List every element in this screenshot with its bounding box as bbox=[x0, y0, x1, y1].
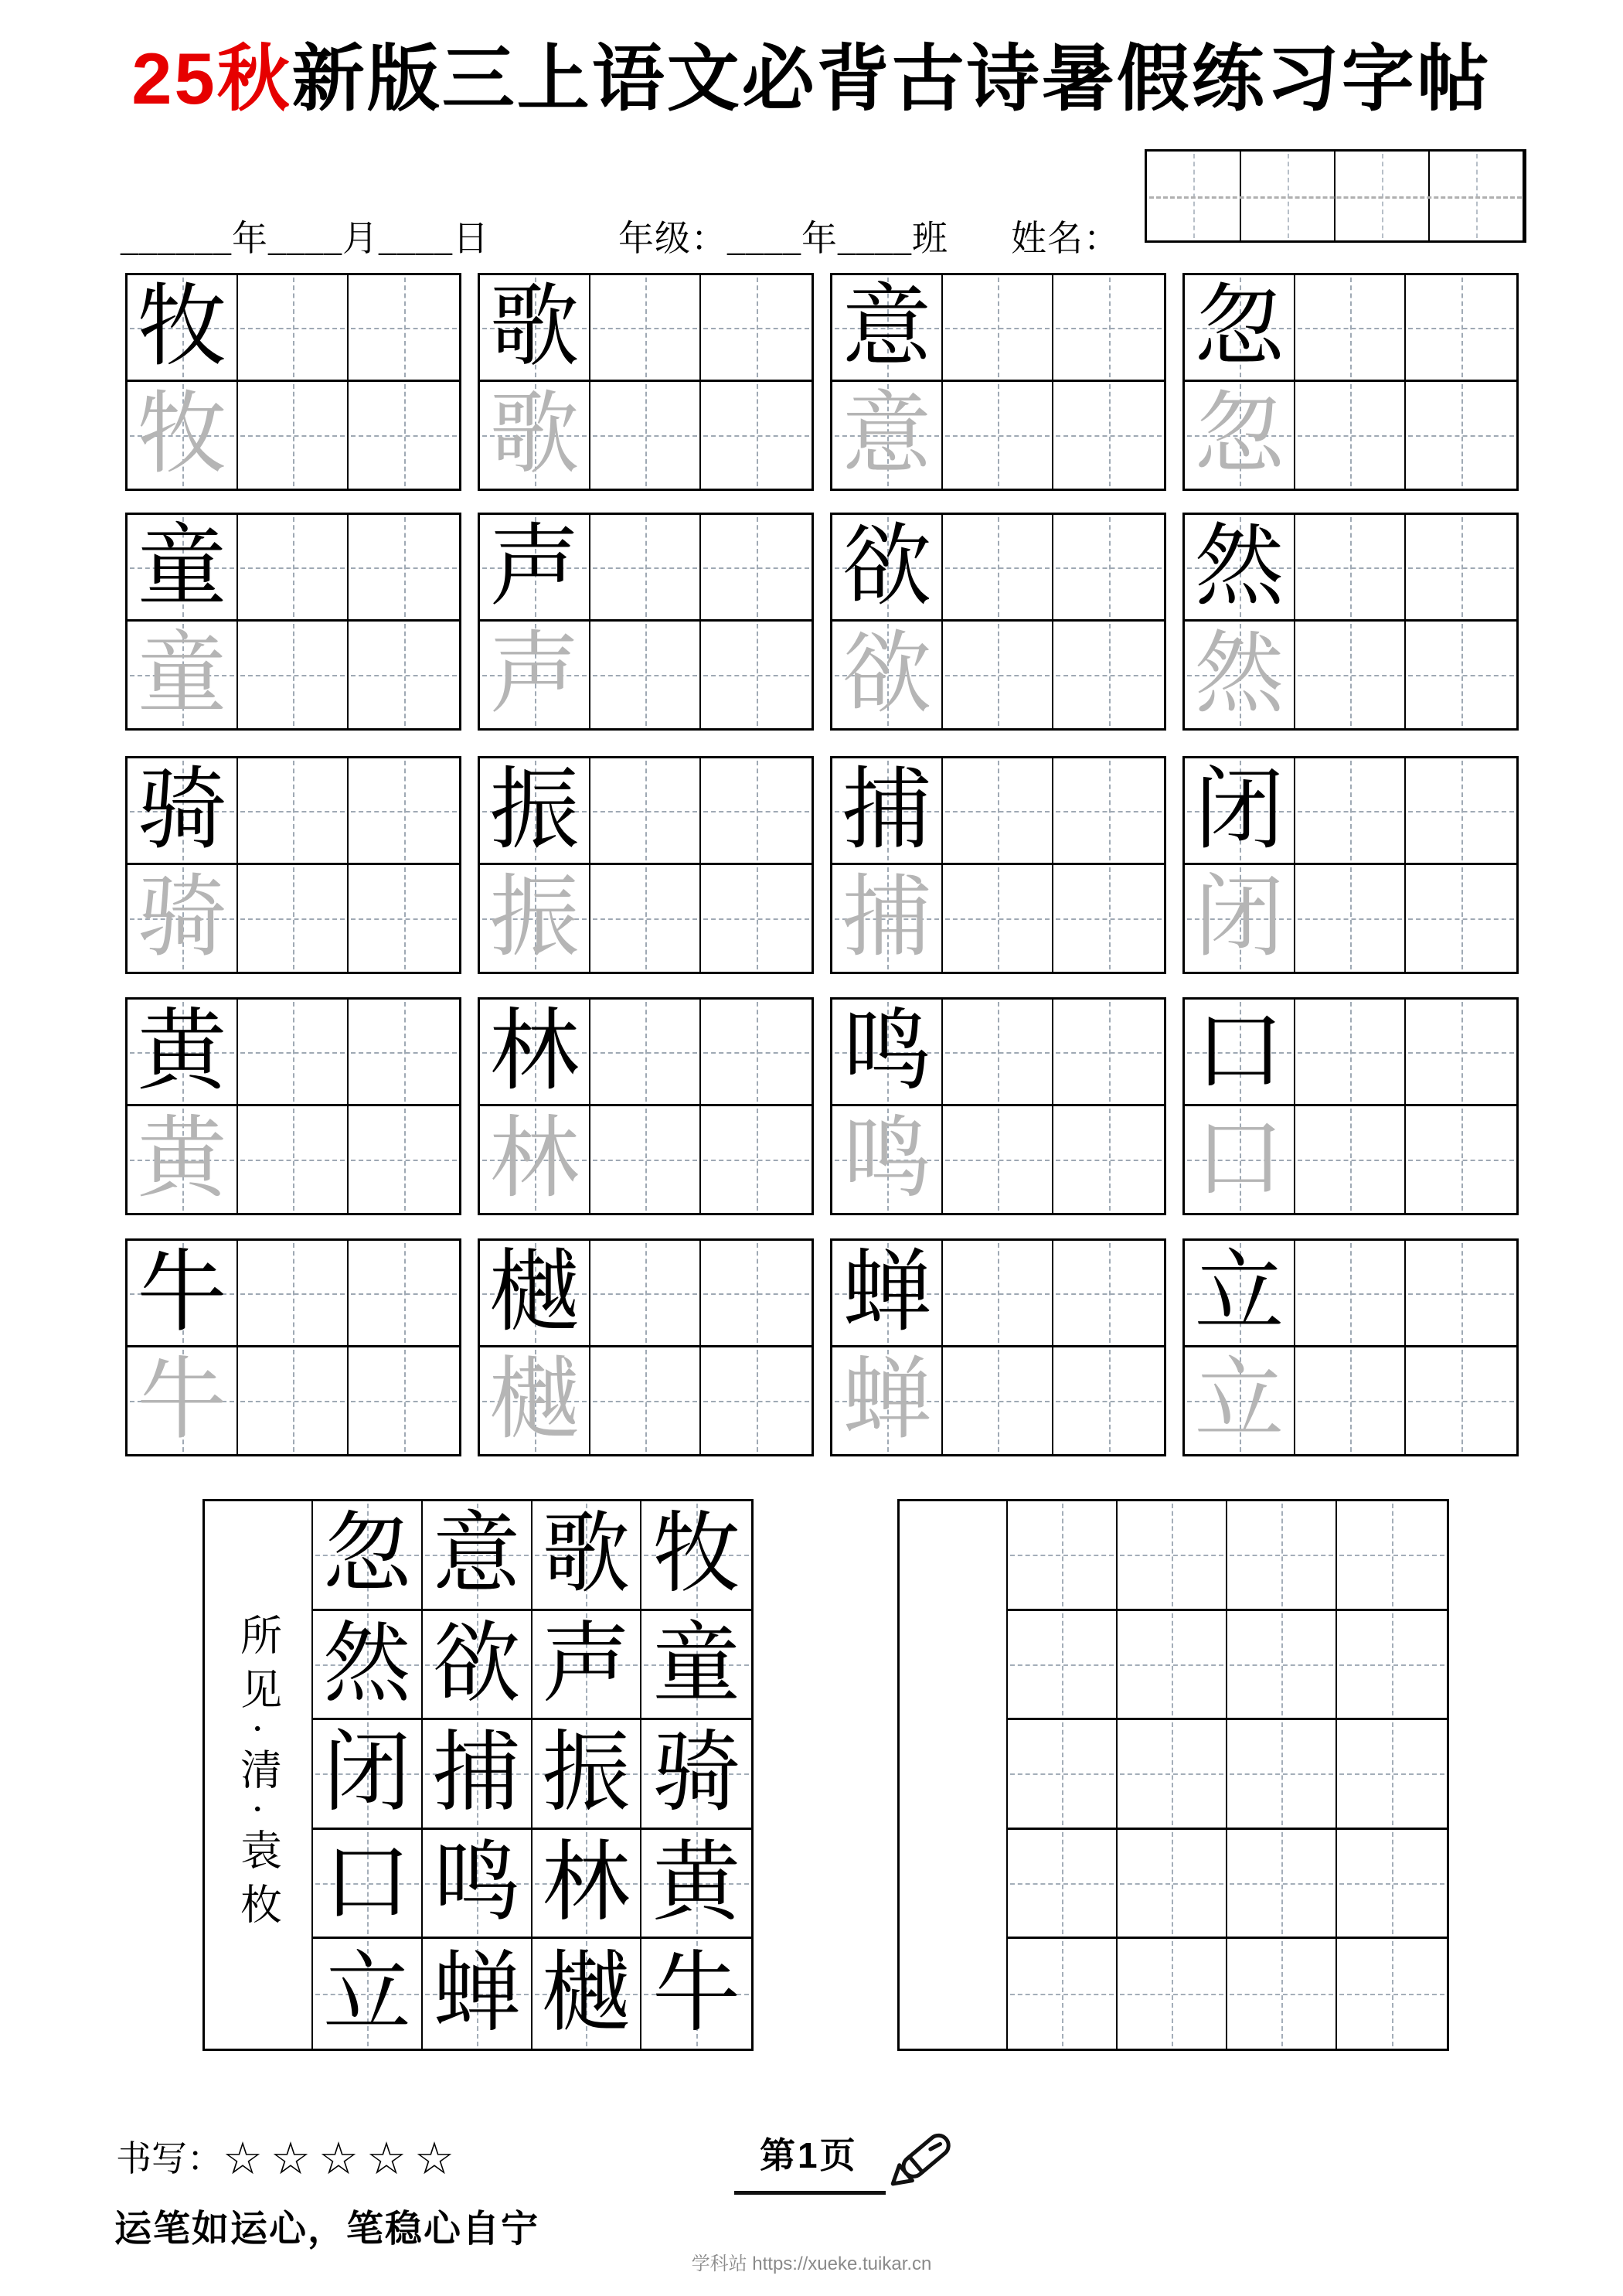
tianzige-cell bbox=[943, 1347, 1053, 1454]
tianzige-cell bbox=[128, 1241, 238, 1347]
practice-char: 振 bbox=[489, 761, 580, 860]
copy-cell bbox=[1008, 1939, 1118, 2049]
tianzige-cell bbox=[701, 275, 812, 382]
poem-char: 樾 bbox=[542, 1944, 631, 2043]
tianzige-cell bbox=[128, 1000, 238, 1106]
tianzige-cell bbox=[1295, 382, 1406, 489]
poem-grid bbox=[202, 1499, 754, 2051]
practice-char: 忽 bbox=[1194, 278, 1284, 377]
tianzige-cell bbox=[1053, 275, 1164, 382]
tianzige-cell bbox=[128, 1106, 238, 1213]
practice-group bbox=[125, 756, 461, 974]
tianzige-cell bbox=[1406, 1241, 1516, 1347]
copy-cell bbox=[1227, 1939, 1337, 2049]
date-line: ______年____月____日 bbox=[121, 219, 489, 258]
tianzige-cell bbox=[701, 382, 812, 489]
tianzige-cell bbox=[943, 1000, 1053, 1106]
poem-cell bbox=[532, 1501, 642, 1611]
poem-char: 振 bbox=[542, 1724, 631, 1823]
tianzige-cell bbox=[590, 1106, 701, 1213]
tianzige-cell bbox=[590, 275, 701, 382]
tianzige-cell bbox=[128, 382, 238, 489]
tianzige-cell bbox=[1053, 758, 1164, 865]
tianzige-cell bbox=[832, 865, 943, 972]
poem-char: 然 bbox=[322, 1614, 411, 1713]
copy-cell bbox=[1337, 1611, 1447, 1721]
tianzige-cell bbox=[1295, 1347, 1406, 1454]
tianzige-cell bbox=[1406, 515, 1516, 622]
copy-cell bbox=[1337, 1720, 1447, 1830]
copy-cell bbox=[1337, 1939, 1447, 2049]
practice-char: 牧 bbox=[137, 278, 227, 377]
practice-group bbox=[478, 273, 814, 491]
tianzige-cell bbox=[1295, 622, 1406, 728]
practice-char: 鸣 bbox=[842, 1002, 932, 1102]
practice-group bbox=[478, 756, 814, 974]
tianzige-cell bbox=[1185, 382, 1295, 489]
tianzige-cell bbox=[480, 865, 590, 972]
tianzige-cell bbox=[238, 1241, 349, 1347]
poem-cell bbox=[313, 1939, 423, 2049]
tianzige-cell bbox=[238, 1106, 349, 1213]
tianzige-cell bbox=[943, 275, 1053, 382]
poem-cell bbox=[313, 1611, 423, 1721]
tianzige-cell bbox=[480, 1106, 590, 1213]
poem-cell bbox=[641, 1720, 751, 1830]
copy-cell bbox=[1118, 1830, 1227, 1940]
practice-group bbox=[830, 273, 1166, 491]
tianzige-cell bbox=[590, 382, 701, 489]
tianzige-cell bbox=[128, 758, 238, 865]
tianzige-cell bbox=[1295, 275, 1406, 382]
poem-char: 意 bbox=[432, 1505, 521, 1604]
poem-cell bbox=[423, 1611, 532, 1721]
practice-group bbox=[830, 756, 1166, 974]
tianzige-cell bbox=[238, 1000, 349, 1106]
tianzige-cell bbox=[701, 1000, 812, 1106]
tianzige-cell bbox=[1406, 1106, 1516, 1213]
tianzige-cell bbox=[701, 622, 812, 728]
site-footer: 学科站 https://xueke.tuikar.cn bbox=[691, 2253, 932, 2274]
practice-char: 口 bbox=[1194, 1002, 1284, 1102]
name-grid bbox=[1145, 149, 1526, 243]
tianzige-cell bbox=[832, 275, 943, 382]
practice-char-trace: 然 bbox=[1194, 625, 1284, 724]
tianzige-cell bbox=[1406, 622, 1516, 728]
copy-cell bbox=[1337, 1830, 1447, 1940]
poem-char: 牛 bbox=[652, 1944, 741, 2043]
page-title bbox=[0, 20, 1623, 124]
tianzige-cell bbox=[1053, 622, 1164, 728]
tianzige-cell bbox=[590, 1347, 701, 1454]
poem-cell bbox=[532, 1611, 642, 1721]
practice-char-trace: 童 bbox=[137, 625, 227, 724]
practice-char: 林 bbox=[489, 1002, 580, 1102]
copy-cell bbox=[1227, 1830, 1337, 1940]
practice-char-trace: 鸣 bbox=[842, 1110, 932, 1209]
tianzige-cell bbox=[1185, 1106, 1295, 1213]
tianzige-cell bbox=[943, 1106, 1053, 1213]
tianzige-cell bbox=[1185, 865, 1295, 972]
tianzige-cell bbox=[701, 1347, 812, 1454]
practice-char: 立 bbox=[1194, 1243, 1284, 1343]
tianzige-cell bbox=[701, 515, 812, 622]
empty-copy-grid bbox=[897, 1499, 1449, 2051]
tianzige-cell bbox=[701, 758, 812, 865]
poem-char: 林 bbox=[542, 1834, 631, 1933]
practice-char-trace: 口 bbox=[1194, 1110, 1284, 1209]
practice-char-trace: 黄 bbox=[137, 1110, 227, 1209]
practice-group bbox=[125, 513, 461, 731]
tianzige-cell bbox=[590, 622, 701, 728]
tianzige-cell bbox=[943, 865, 1053, 972]
page-number: 第1页 bbox=[760, 2135, 858, 2175]
copy-cell bbox=[1118, 1720, 1227, 1830]
tianzige-cell bbox=[1406, 275, 1516, 382]
tianzige-cell bbox=[349, 1347, 459, 1454]
tianzige-cell bbox=[1295, 865, 1406, 972]
tianzige-cell bbox=[349, 515, 459, 622]
tianzige-cell bbox=[1406, 865, 1516, 972]
practice-char-trace: 忽 bbox=[1194, 386, 1284, 485]
poem-char: 黄 bbox=[652, 1834, 741, 1933]
tianzige-cell bbox=[1053, 865, 1164, 972]
practice-char-trace: 声 bbox=[489, 625, 580, 724]
poem-char: 声 bbox=[542, 1614, 631, 1713]
practice-char-trace: 捕 bbox=[842, 869, 932, 968]
tianzige-cell bbox=[349, 1241, 459, 1347]
tianzige-cell bbox=[1185, 1347, 1295, 1454]
practice-char-trace: 立 bbox=[1194, 1351, 1284, 1450]
rating-stars: ☆☆☆☆☆ bbox=[223, 2134, 462, 2184]
practice-char: 黄 bbox=[137, 1002, 227, 1102]
tianzige-cell bbox=[832, 758, 943, 865]
practice-group bbox=[830, 997, 1166, 1215]
practice-char: 童 bbox=[137, 517, 227, 617]
tianzige-cell bbox=[349, 1000, 459, 1106]
poem-cell bbox=[313, 1830, 423, 1940]
name-grid-midline bbox=[1149, 196, 1522, 199]
tianzige-cell bbox=[238, 515, 349, 622]
practice-group bbox=[1182, 1238, 1519, 1456]
practice-char-trace: 欲 bbox=[842, 625, 932, 724]
copy-cell bbox=[1118, 1939, 1227, 2049]
tianzige-cell bbox=[1053, 1000, 1164, 1106]
practice-char-trace: 林 bbox=[489, 1110, 580, 1209]
tianzige-cell bbox=[480, 382, 590, 489]
poem-cell bbox=[641, 1939, 751, 2049]
tianzige-cell bbox=[480, 622, 590, 728]
tianzige-cell bbox=[1406, 1000, 1516, 1106]
tianzige-cell bbox=[832, 515, 943, 622]
tianzige-cell bbox=[1406, 758, 1516, 865]
tianzige-cell bbox=[832, 622, 943, 728]
copy-cell bbox=[1008, 1720, 1118, 1830]
copy-cell bbox=[1227, 1501, 1337, 1611]
practice-char: 歌 bbox=[489, 278, 580, 377]
poem-char: 牧 bbox=[652, 1505, 741, 1604]
name-label: 姓名： bbox=[1011, 219, 1120, 258]
practice-char-trace: 蝉 bbox=[842, 1351, 932, 1450]
practice-group bbox=[125, 273, 461, 491]
practice-char: 闭 bbox=[1194, 761, 1284, 860]
practice-group bbox=[478, 513, 814, 731]
copy-cell bbox=[1227, 1611, 1337, 1721]
poem-cell bbox=[423, 1501, 532, 1611]
poem-char: 蝉 bbox=[432, 1944, 521, 2043]
tianzige-cell bbox=[590, 865, 701, 972]
tianzige-cell bbox=[943, 515, 1053, 622]
poem-char: 忽 bbox=[322, 1505, 411, 1604]
practice-group bbox=[1182, 756, 1519, 974]
poem-cell bbox=[641, 1611, 751, 1721]
practice-char-trace: 意 bbox=[842, 386, 932, 485]
tianzige-cell bbox=[1185, 1000, 1295, 1106]
copy-cell bbox=[1008, 1501, 1118, 1611]
poem-cell bbox=[423, 1939, 532, 2049]
practice-group bbox=[1182, 513, 1519, 731]
tianzige-cell bbox=[128, 1347, 238, 1454]
practice-char: 蝉 bbox=[842, 1243, 932, 1343]
practice-group bbox=[830, 1238, 1166, 1456]
tianzige-cell bbox=[1053, 515, 1164, 622]
tianzige-cell bbox=[832, 1000, 943, 1106]
tianzige-cell bbox=[590, 1241, 701, 1347]
poem-title-column bbox=[205, 1501, 313, 2049]
pencil-icon bbox=[878, 2120, 965, 2200]
practice-group bbox=[1182, 997, 1519, 1215]
practice-group bbox=[125, 997, 461, 1215]
poem-char: 捕 bbox=[432, 1724, 521, 1823]
tianzige-cell bbox=[238, 1347, 349, 1454]
tianzige-cell bbox=[1295, 1000, 1406, 1106]
copy-cell bbox=[1008, 1611, 1118, 1721]
tianzige-cell bbox=[480, 515, 590, 622]
tianzige-cell bbox=[701, 865, 812, 972]
practice-char-trace: 樾 bbox=[489, 1351, 580, 1450]
tianzige-cell bbox=[238, 275, 349, 382]
tianzige-cell bbox=[832, 1241, 943, 1347]
tianzige-cell bbox=[590, 758, 701, 865]
rating-row bbox=[116, 2131, 462, 2185]
tianzige-cell bbox=[128, 515, 238, 622]
poem-cell bbox=[641, 1501, 751, 1611]
tianzige-cell bbox=[128, 275, 238, 382]
practice-char-trace: 牧 bbox=[137, 386, 227, 485]
tianzige-cell bbox=[1406, 382, 1516, 489]
practice-char: 意 bbox=[842, 278, 932, 377]
poem-cell bbox=[423, 1830, 532, 1940]
copy-cell bbox=[1118, 1611, 1227, 1721]
tianzige-cell bbox=[238, 865, 349, 972]
poem-char: 闭 bbox=[322, 1724, 411, 1823]
practice-group bbox=[478, 1238, 814, 1456]
poem-cell bbox=[532, 1720, 642, 1830]
tianzige-cell bbox=[590, 1000, 701, 1106]
poem-cell bbox=[313, 1720, 423, 1830]
motto-text: 运笔如运心，笔稳心自宁 bbox=[114, 2209, 540, 2250]
practice-group bbox=[125, 1238, 461, 1456]
tianzige-cell bbox=[238, 622, 349, 728]
grade-line: 年级：____年____班 bbox=[618, 219, 948, 258]
practice-char-trace: 骑 bbox=[137, 869, 227, 968]
copy-cell bbox=[1008, 1830, 1118, 1940]
poem-cell bbox=[423, 1720, 532, 1830]
tianzige-cell bbox=[590, 515, 701, 622]
tianzige-cell bbox=[1185, 758, 1295, 865]
title-text: 新版三上语文必背古诗暑假练习字帖 bbox=[291, 38, 1492, 119]
tianzige-cell bbox=[238, 758, 349, 865]
tianzige-cell bbox=[480, 275, 590, 382]
tianzige-cell bbox=[238, 382, 349, 489]
tianzige-cell bbox=[1185, 515, 1295, 622]
tianzige-cell bbox=[832, 1106, 943, 1213]
tianzige-cell bbox=[701, 1106, 812, 1213]
tianzige-cell bbox=[128, 865, 238, 972]
practice-group bbox=[1182, 273, 1519, 491]
tianzige-cell bbox=[701, 1241, 812, 1347]
empty-copy-label-column bbox=[900, 1501, 1008, 2049]
tianzige-cell bbox=[1185, 275, 1295, 382]
tianzige-cell bbox=[1053, 382, 1164, 489]
tianzige-cell bbox=[1295, 515, 1406, 622]
title-highlight: 25秋 bbox=[131, 38, 292, 119]
tianzige-cell bbox=[349, 622, 459, 728]
practice-char: 捕 bbox=[842, 761, 932, 860]
copy-cell bbox=[1337, 1501, 1447, 1611]
tianzige-cell bbox=[1406, 1347, 1516, 1454]
tianzige-cell bbox=[1053, 1106, 1164, 1213]
practice-char: 牛 bbox=[137, 1243, 227, 1343]
tianzige-cell bbox=[349, 758, 459, 865]
page-underline bbox=[734, 2191, 886, 2195]
poem-cell bbox=[641, 1830, 751, 1940]
practice-char-trace: 牛 bbox=[137, 1351, 227, 1450]
poem-cell bbox=[313, 1501, 423, 1611]
practice-char: 欲 bbox=[842, 517, 932, 617]
tianzige-cell bbox=[1053, 1347, 1164, 1454]
tianzige-cell bbox=[349, 865, 459, 972]
tianzige-cell bbox=[349, 1106, 459, 1213]
poem-char: 立 bbox=[322, 1944, 411, 2043]
tianzige-cell bbox=[349, 382, 459, 489]
copy-cell bbox=[1227, 1720, 1337, 1830]
poem-title: 所见·清·袁枚 bbox=[234, 1613, 281, 1937]
poem-char: 童 bbox=[652, 1614, 741, 1713]
tianzige-cell bbox=[943, 1241, 1053, 1347]
poem-char: 鸣 bbox=[432, 1834, 521, 1933]
practice-char-trace: 歌 bbox=[489, 386, 580, 485]
tianzige-cell bbox=[1295, 1241, 1406, 1347]
copy-cell bbox=[1118, 1501, 1227, 1611]
tianzige-cell bbox=[1053, 1241, 1164, 1347]
tianzige-cell bbox=[943, 622, 1053, 728]
tianzige-cell bbox=[1295, 1106, 1406, 1213]
tianzige-cell bbox=[943, 382, 1053, 489]
practice-char-trace: 闭 bbox=[1194, 869, 1284, 968]
rating-label: 书写： bbox=[116, 2138, 223, 2178]
tianzige-cell bbox=[480, 758, 590, 865]
tianzige-cell bbox=[943, 758, 1053, 865]
tianzige-cell bbox=[480, 1347, 590, 1454]
tianzige-cell bbox=[349, 275, 459, 382]
tianzige-cell bbox=[1185, 622, 1295, 728]
practice-group bbox=[830, 513, 1166, 731]
poem-cell bbox=[532, 1830, 642, 1940]
poem-char: 口 bbox=[322, 1834, 411, 1933]
poem-char: 欲 bbox=[432, 1614, 521, 1713]
tianzige-cell bbox=[832, 382, 943, 489]
practice-char: 声 bbox=[489, 517, 580, 617]
practice-char-trace: 振 bbox=[489, 869, 580, 968]
tianzige-cell bbox=[1185, 1241, 1295, 1347]
poem-cell bbox=[532, 1939, 642, 2049]
practice-char: 然 bbox=[1194, 517, 1284, 617]
poem-char: 歌 bbox=[542, 1505, 631, 1604]
tianzige-cell bbox=[480, 1241, 590, 1347]
practice-group bbox=[478, 997, 814, 1215]
tianzige-cell bbox=[480, 1000, 590, 1106]
poem-char: 骑 bbox=[652, 1724, 741, 1823]
tianzige-cell bbox=[1295, 758, 1406, 865]
tianzige-cell bbox=[832, 1347, 943, 1454]
practice-char: 骑 bbox=[137, 761, 227, 860]
tianzige-cell bbox=[128, 622, 238, 728]
practice-char: 樾 bbox=[489, 1243, 580, 1343]
